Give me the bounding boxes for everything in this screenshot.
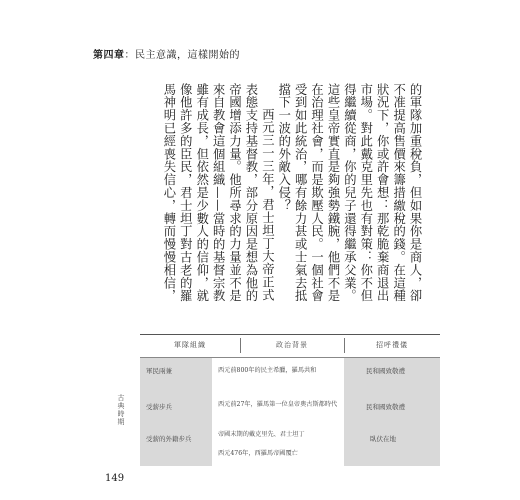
era-label: 古典時期: [117, 394, 125, 426]
timeline-diagram: [100, 334, 440, 467]
military-cell: 軍民兩兼: [146, 367, 172, 375]
politics-cell: 西元前27年，羅馬第一位皇帝奧古斯都時代: [218, 401, 338, 408]
chapter-title: [93, 46, 240, 61]
military-column-box: [140, 358, 212, 466]
politics-cell: 西元476年，西羅馬帝國覆亡: [218, 450, 298, 457]
politics-cell: 西元前800年的民主希臘，羅馬共和: [218, 367, 317, 374]
paragraph-continued: 的軍隊加重稅負，但如果你是商人，卻不准提高售價來籌措繳稅的錢。在這種狀況下，你或許會想：那乾脆棄商退出市場。對此戴克里先也有對策：你不但得繼續從商，你的兒子還得繼承父業。這些皇帝實直是夠強勢鐵腕，他們不是在治理社會，而是欺壓人民。一個社會受到如此統治，哪有餘力甚或士氣去抵擋下一波的外敵入侵？: [276, 83, 422, 303]
etiquette-column-box: [344, 358, 440, 466]
page-number: 149: [105, 473, 125, 484]
column-header-politics: 政治背景: [276, 341, 308, 349]
etiquette-cell: 民和國致敬禮: [366, 367, 405, 375]
etiquette-cell: 臥伏在地: [370, 435, 396, 443]
chapter-number: 第四章: [93, 50, 125, 61]
column-header-military: 軍隊組織: [174, 341, 206, 349]
column-header-etiquette: 招呼禮儀: [376, 341, 408, 349]
body-text: [103, 83, 423, 305]
etiquette-cell: 民和國致敬禮: [366, 403, 405, 411]
military-cell: 受薪的外籍步兵: [146, 435, 192, 443]
chapter-title-text: ：民主意識，這樣開始的: [124, 50, 240, 61]
politics-cell: 帝國末期的戴克里先、君士坦丁: [218, 431, 305, 438]
paragraph: 西元三一三年，君士坦丁大帝正式表態支持基督教，部分原因是想為他的帝國增添力量。他所尋求的力量並不是來自教會這個組織——當時的基督宗教雖有成長，但依然是少數人的信仰，就像他許多的臣民，君士坦丁對古老的羅馬神明已經喪失信心，轉而慢慢相信，: [161, 83, 275, 303]
military-cell: 受薪步兵: [146, 403, 172, 411]
